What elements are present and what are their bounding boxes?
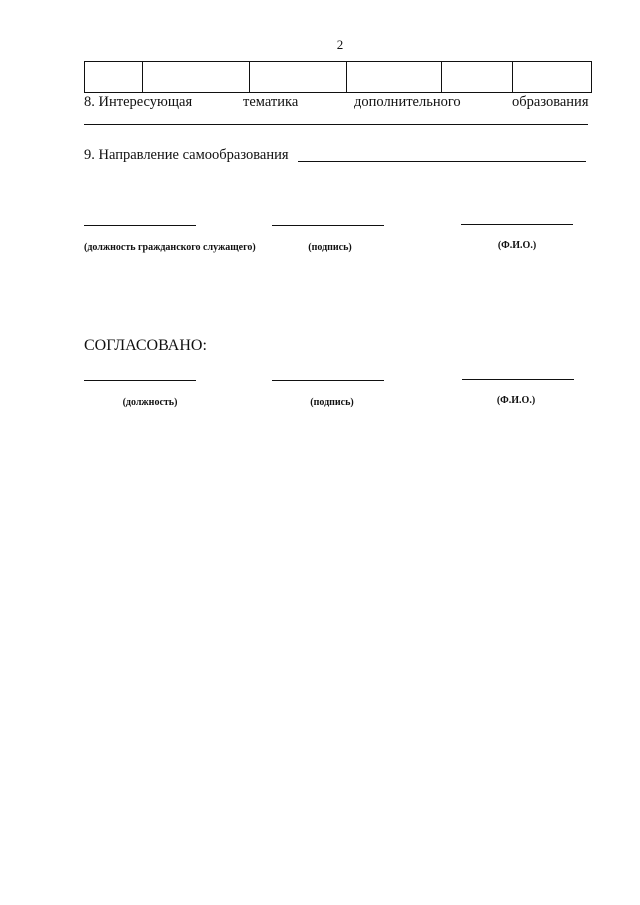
table-cell-divider — [512, 62, 513, 92]
table-cell-divider — [249, 62, 250, 92]
item9-answer-line — [298, 161, 586, 162]
approval-signature-line — [272, 380, 384, 381]
item8-word-3: дополнительного — [354, 94, 461, 110]
page-number: 2 — [336, 37, 344, 52]
approval-caption-signature: (подпись) — [310, 397, 354, 408]
item8-answer-line — [84, 124, 588, 125]
item8-word-4: образования — [512, 94, 589, 110]
approval-caption-full-name: (Ф.И.О.) — [496, 395, 536, 406]
caption-signature: (подпись) — [308, 242, 352, 253]
table-cell-divider — [142, 62, 143, 92]
approval-heading: СОГЛАСОВАНО: — [84, 337, 207, 354]
approval-full-name-line — [462, 379, 574, 380]
approval-caption-position: (должность) — [122, 397, 178, 408]
table-cell-divider — [441, 62, 442, 92]
position-signature-line — [84, 225, 196, 226]
full-name-signature-line — [461, 224, 573, 225]
approval-position-line — [84, 380, 196, 381]
table-cell-divider — [346, 62, 347, 92]
caption-full-name: (Ф.И.О.) — [497, 240, 537, 251]
table-row — [84, 61, 592, 93]
item9-label: 9. Направление самообразования — [84, 147, 289, 163]
caption-civil-servant-position: (должность гражданского служащего) — [84, 242, 256, 253]
signature-line — [272, 225, 384, 226]
item8-word-1: 8. Интересующая — [84, 94, 193, 110]
item8-word-2: тематика — [243, 94, 299, 110]
